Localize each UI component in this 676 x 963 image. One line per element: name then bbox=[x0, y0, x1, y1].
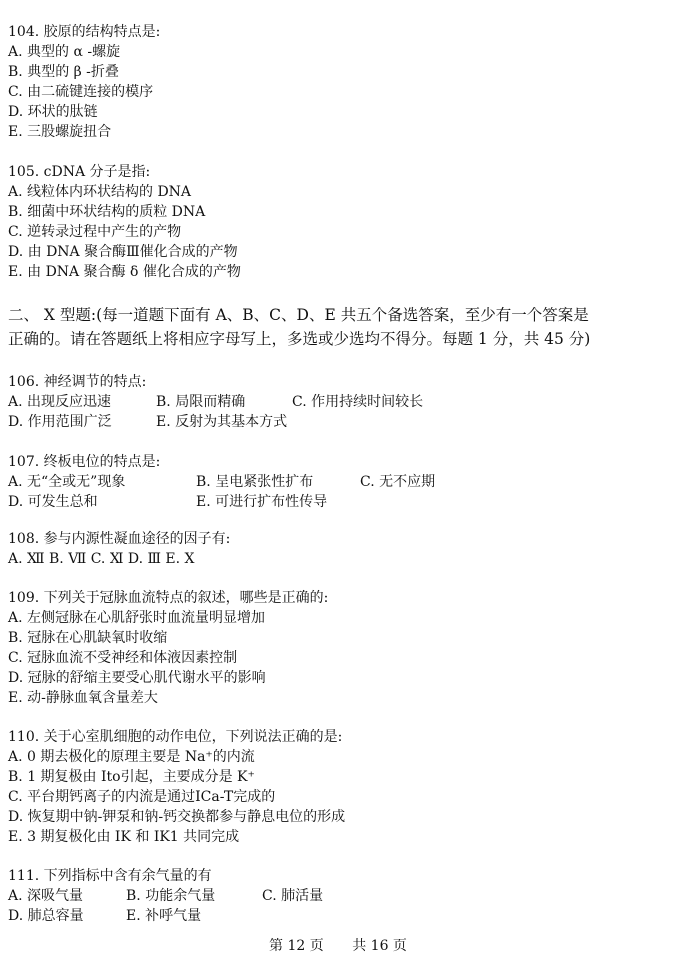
option-d: D. 恢复期中钠-钾泵和钠-钙交换都参与静息电位的形成 bbox=[8, 809, 346, 825]
option-b: B. 细菌中环状结构的质粒 DNA bbox=[8, 204, 206, 220]
option-e: E. 动-静脉血氧含量差大 bbox=[8, 690, 158, 706]
section-instructions-line-1: 二、 X 型题:(每一道题下面有 A、B、C、D、E 共五个备选答案，至少有一个答案是 bbox=[8, 306, 589, 324]
option-b: B. 局限而精确 bbox=[156, 394, 246, 410]
option-b: B. 典型的 β -折叠 bbox=[8, 64, 119, 80]
option-e: E. 三股螺旋扭合 bbox=[8, 124, 112, 140]
section-instructions-line-2: 正确的。请在答题纸上将相应字母写上，多选或少选均不得分。每题 1 分，共 45 分) bbox=[8, 330, 591, 348]
page-footer bbox=[0, 936, 676, 956]
question-106 bbox=[8, 372, 666, 432]
option-e: E. 由 DNA 聚合酶 δ 催化合成的产物 bbox=[8, 264, 241, 280]
option-b: B. 冠脉在心肌缺氧时收缩 bbox=[8, 630, 168, 646]
option-a: A. 出现反应迅速 bbox=[8, 394, 112, 410]
option-d: D. 肺总容量 bbox=[8, 908, 84, 924]
option-c: C. 由二硫键连接的模序 bbox=[8, 84, 154, 100]
page-total: 共 16 页 bbox=[352, 938, 407, 954]
option-d: D. 由 DNA 聚合酶Ⅲ催化合成的产物 bbox=[8, 244, 238, 260]
question-107 bbox=[8, 452, 666, 512]
option-c: C. 平台期钙离子的内流是通过ICa-T完成的 bbox=[8, 789, 276, 805]
option-a: A. 典型的 α -螺旋 bbox=[8, 44, 121, 60]
option-a: A. 左侧冠脉在心肌舒张时血流量明显增加 bbox=[8, 610, 266, 626]
option-b: B. 1 期复极由 Ito引起，主要成分是 K⁺ bbox=[8, 769, 255, 785]
option-d: D. 可发生总和 bbox=[8, 494, 98, 510]
option-row-1 bbox=[8, 392, 666, 412]
option-row-2 bbox=[8, 906, 666, 926]
option-a: A. 深吸气量 bbox=[8, 888, 84, 904]
question-110 bbox=[8, 727, 666, 847]
option-d: D. 环状的肽链 bbox=[8, 104, 98, 120]
question-108 bbox=[8, 529, 666, 569]
question-stem: 104. 胶原的结构特点是: bbox=[8, 24, 161, 40]
option-c: C. 肺活量 bbox=[262, 888, 324, 904]
option-row-2 bbox=[8, 412, 666, 432]
option-d: D. 冠脉的舒缩主要受心肌代谢水平的影响 bbox=[8, 670, 266, 686]
question-stem: 106. 神经调节的特点: bbox=[8, 374, 147, 390]
option-c: C. 作用持续时间较长 bbox=[292, 394, 424, 410]
option-c: C. 无不应期 bbox=[360, 474, 436, 490]
option-c: C. 逆转录过程中产生的产物 bbox=[8, 224, 182, 240]
question-stem: 105. cDNA 分子是指: bbox=[8, 164, 151, 180]
question-109 bbox=[8, 588, 666, 708]
option-a: A. 0 期去极化的原理主要是 Na⁺的内流 bbox=[8, 749, 255, 765]
option-a: A. 无“全或无”现象 bbox=[8, 474, 126, 490]
option-b: B. 呈电紧张性扩布 bbox=[196, 474, 314, 490]
question-105 bbox=[8, 162, 666, 282]
option-a: A. 线粒体内环状结构的 DNA bbox=[8, 184, 192, 200]
options-line: A. Ⅻ B. Ⅶ C. Ⅺ D. Ⅲ E. Ⅹ bbox=[8, 551, 195, 567]
question-111 bbox=[8, 866, 666, 926]
option-b: B. 功能余气量 bbox=[126, 888, 216, 904]
section-2-instructions bbox=[8, 303, 666, 351]
option-row-2 bbox=[8, 492, 666, 512]
page-number: 第 12 页 bbox=[269, 938, 324, 954]
option-e: E. 可进行扩布性传导 bbox=[196, 494, 328, 510]
option-e: E. 3 期复极化由 IK 和 IK1 共同完成 bbox=[8, 829, 240, 845]
option-row-1 bbox=[8, 472, 666, 492]
question-stem: 110. 关于心室肌细胞的动作电位，下列说法正确的是: bbox=[8, 729, 343, 745]
question-stem: 109. 下列关于冠脉血流特点的叙述，哪些是正确的: bbox=[8, 590, 329, 606]
option-c: C. 冠脉血流不受神经和体液因素控制 bbox=[8, 650, 238, 666]
question-stem: 108. 参与内源性凝血途径的因子有: bbox=[8, 531, 231, 547]
question-stem: 111. 下列指标中含有余气量的有 bbox=[8, 868, 212, 884]
question-104 bbox=[8, 22, 666, 142]
option-d: D. 作用范围广泛 bbox=[8, 414, 112, 430]
option-row-1 bbox=[8, 886, 666, 906]
question-stem: 107. 终板电位的特点是: bbox=[8, 454, 161, 470]
option-e: E. 反射为其基本方式 bbox=[156, 414, 288, 430]
option-e: E. 补呼气量 bbox=[126, 908, 202, 924]
